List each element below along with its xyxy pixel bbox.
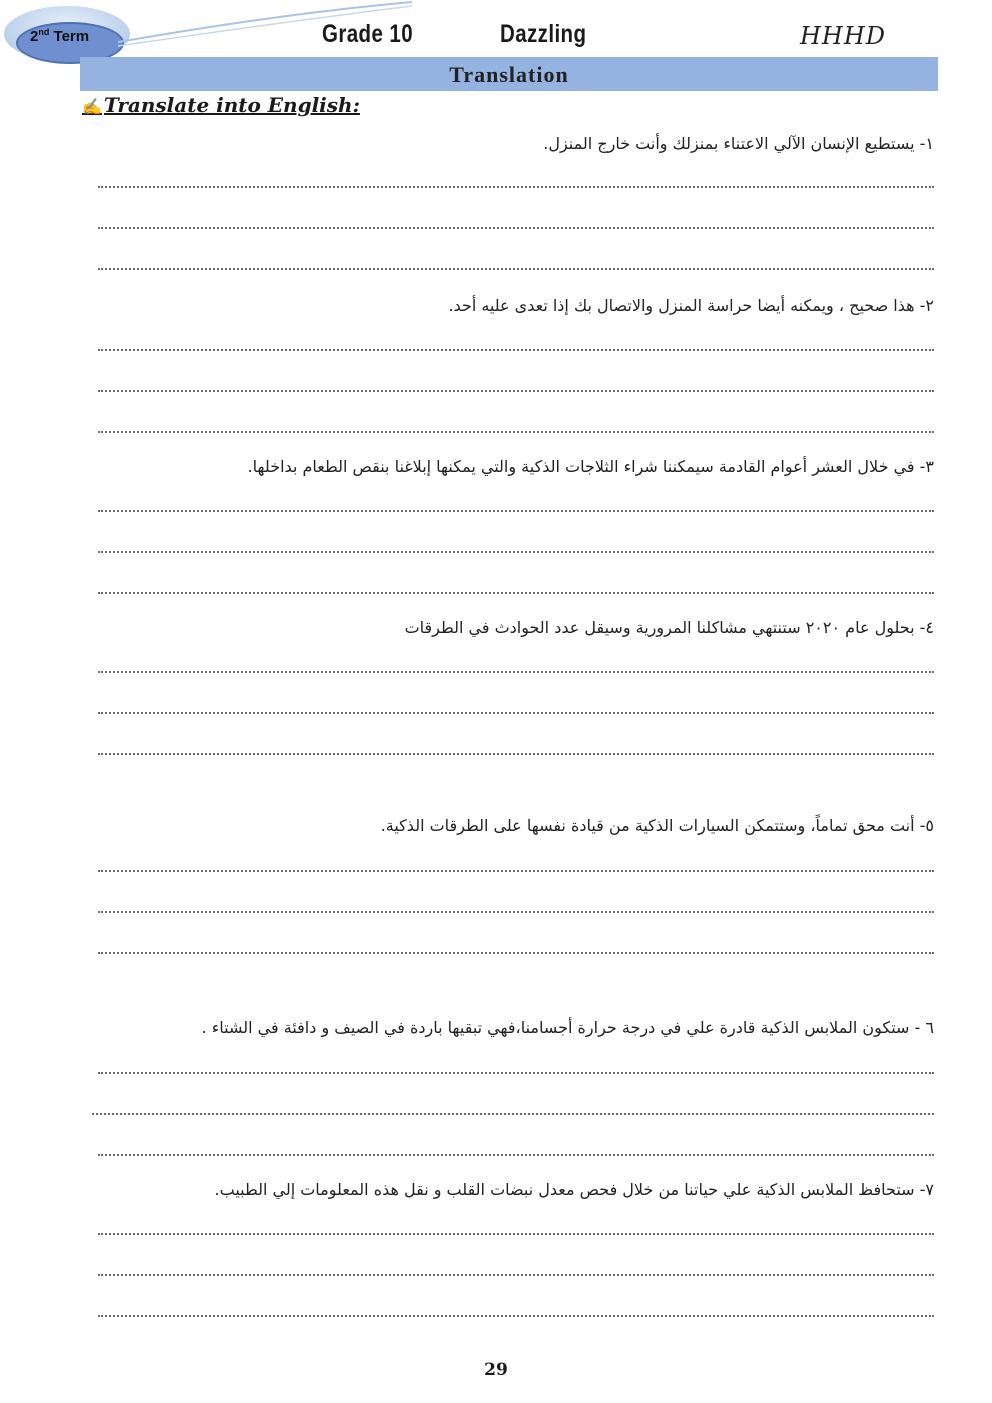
subject-label: Dazzling <box>500 20 587 48</box>
grade-label: Grade 10 <box>322 20 414 48</box>
question-2: ٢- هذا صحيح ، ويمكنه أيضا حراسة المنزل والاتصال بك إذا تعدى عليه أحد. <box>448 296 934 315</box>
pen-icon: ✍ <box>82 97 102 116</box>
answer-line[interactable] <box>98 186 934 188</box>
answer-line[interactable] <box>98 1315 934 1317</box>
answer-line[interactable] <box>98 510 934 512</box>
page-number: 29 <box>484 1360 508 1380</box>
question-1: ١- يستطيع الإنسان الآلي الاعتناء بمنزلك وأنت خارج المنزل. <box>543 134 934 153</box>
term-label: 2nd Term <box>30 27 90 45</box>
answer-line[interactable] <box>98 390 934 392</box>
answer-line[interactable] <box>98 1072 934 1074</box>
question-3: ٣- في خلال العشر أعوام القادمة سيمكننا شراء الثلاجات الذكية والتي يمكنها إبلاغنا بنقص الطعام بداخلها. <box>247 457 934 476</box>
question-6: ٦ - ستكون الملابس الذكية قادرة علي في درجة حرارة أجسامنا،فهي تبقيها باردة في الصيف و دافئة في الشتاء . <box>201 1018 934 1037</box>
answer-line[interactable] <box>98 753 934 755</box>
answer-line[interactable] <box>98 227 934 229</box>
answer-line[interactable] <box>98 268 934 270</box>
answer-line[interactable] <box>98 1274 934 1276</box>
answer-line[interactable] <box>98 551 934 553</box>
answer-line[interactable] <box>98 349 934 351</box>
instruction <box>82 93 360 117</box>
answer-line[interactable] <box>98 911 934 913</box>
answer-line[interactable] <box>98 1154 934 1156</box>
question-5: ٥- أنت محق تماماً، وستتمكن السيارات الذكية من قيادة نفسها على الطرقات الذكية. <box>380 816 934 835</box>
question-4: ٤- بحلول عام ٢٠٢٠ ستنتهي مشاكلنا المرورية وسيقل عدد الحوادث في الطرقات <box>404 618 934 637</box>
answer-line[interactable] <box>98 712 934 714</box>
answer-line[interactable] <box>98 671 934 673</box>
answer-line[interactable] <box>98 870 934 872</box>
answer-line[interactable] <box>92 1113 934 1115</box>
question-7: ٧- ستحافظ الملابس الذكية علي حياتنا من خلال فحص معدل نبضات القلب و نقل هذه المعلومات إلي الطبيب. <box>214 1180 934 1199</box>
answer-line[interactable] <box>98 952 934 954</box>
instruction-text: Translate into English: <box>103 93 360 117</box>
section-title: Translation <box>80 57 938 91</box>
author-signature: HHHD <box>800 22 887 50</box>
answer-line[interactable] <box>98 1233 934 1235</box>
answer-line[interactable] <box>98 592 934 594</box>
answer-line[interactable] <box>98 431 934 433</box>
